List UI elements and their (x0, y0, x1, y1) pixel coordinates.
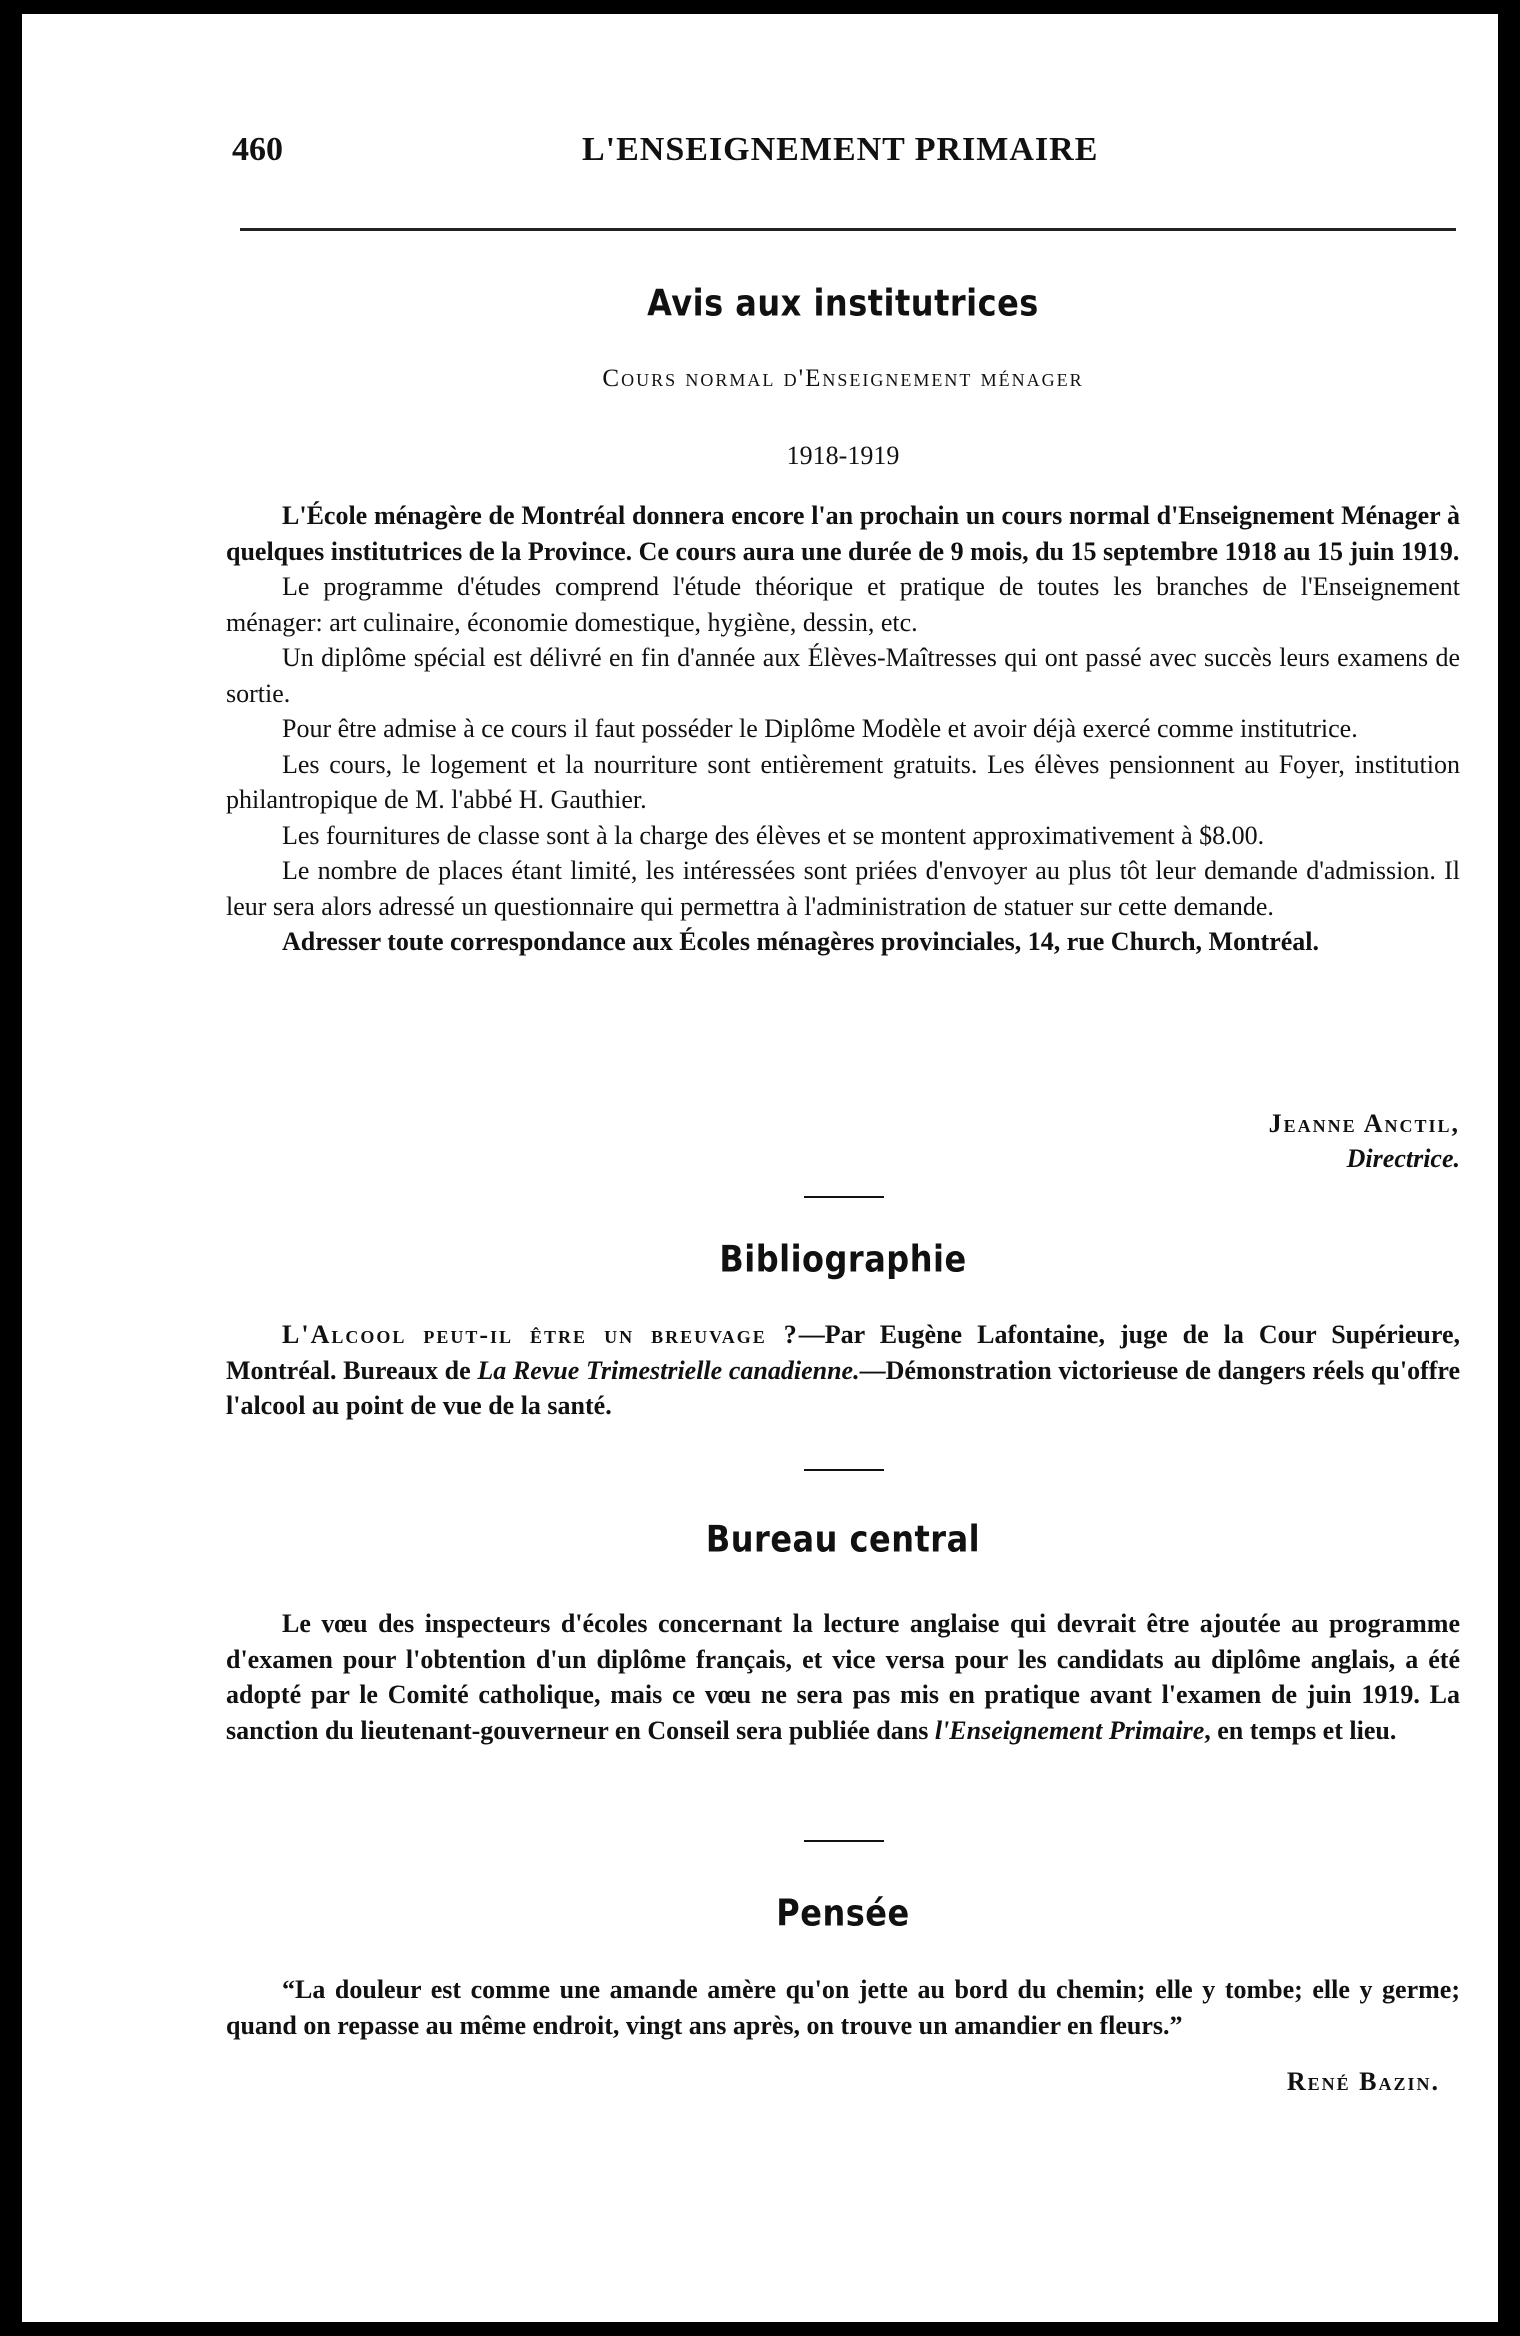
running-title: L'ENSEIGNEMENT PRIMAIRE (582, 131, 1099, 168)
avis-paragraph: Le nombre de places étant limité, les intéressées sont priées d'envoyer au plus tôt leur demande d'admission. Il leur sera alors adressé un questionnaire qui permettra à l'administration de statuer sur cette demande. (226, 856, 1460, 921)
signature-name: Jeanne Anctil, (1268, 1109, 1460, 1138)
avis-paragraph: Les fournitures de classe sont à la charge des élèves et se montent approximativement à $8.00. (282, 820, 1265, 850)
avis-paragraph: Le programme d'études comprend l'étude théorique et pratique de toutes les branches de l'Enseignement ménager: art culinaire, économie domestique, hygiène, dessin, etc. (226, 572, 1460, 637)
bureau-title: Bureau central (705, 1517, 981, 1561)
bibliographie-entry-title: L'Alcool peut-il être un breuvage ? (282, 1320, 799, 1349)
avis-paragraph: Pour être admise à ce cours il faut posséder le Diplôme Modèle et avoir déjà exercé comme institutrice. (282, 714, 1358, 743)
bureau-text: Le vœu des inspecteurs d'écoles concernant la lecture anglaise qui devrait être ajoutée au programme d'examen pour l'obtention d'un diplôme français, et vice versa pour les candidats au diplôme anglais, a été adopté par le Comité catholique, mais ce vœu ne sera pas mis en pratique avant l'examen de juin 1919. La sanction du lieutenant-gouverneur en Conseil sera publiée dans (226, 1609, 1460, 1745)
avis-paragraph: Un diplôme spécial est délivré en fin d'année aux Élèves-Maîtresses qui ont passé avec succès leurs examens de sortie. (226, 643, 1460, 708)
avis-body (226, 498, 1460, 960)
avis-subtitle: Cours normal d'Enseignement ménager (602, 365, 1084, 392)
avis-title: Avis aux institutrices (647, 281, 1039, 325)
bibliographie-title: Bibliographie (719, 1237, 967, 1281)
bibliographie-journal: La Revue Trimestrielle canadienne. (477, 1355, 860, 1385)
header-rule (240, 228, 1456, 231)
pensee-author: René Bazin. (1286, 2067, 1440, 2096)
scanned-page (22, 14, 1498, 2322)
bureau-text-end: , en temps et lieu. (1204, 1715, 1397, 1745)
running-head (226, 132, 1460, 182)
avis-paragraph: Adresser toute correspondance aux Écoles ménagères provinciales, 14, rue Church, Montréal. (282, 927, 1320, 956)
pensee-quote (226, 1972, 1460, 2043)
avis-year: 1918-1919 (786, 441, 900, 470)
pensee-quote-text: “La douleur est comme une amande amère qu'on jette au bord du chemin; elle y tombe; elle y germe; quand on repasse au même endroit, vingt ans après, on trouve un amandier en fleurs.” (226, 1975, 1460, 2040)
section-divider (804, 1469, 884, 1471)
bureau-body (226, 1606, 1460, 1748)
signature-role: Directrice. (1346, 1144, 1460, 1173)
section-divider (804, 1840, 884, 1842)
section-divider (804, 1196, 884, 1198)
bibliographie-entry-text: —Par Eugène Lafontaine, juge de la Cour Supérieure, Montréal. Bureaux de (226, 1320, 1460, 1385)
bureau-journal: l'Enseignement Primaire (934, 1715, 1205, 1745)
avis-paragraph: L'École ménagère de Montréal donnera encore l'an prochain un cours normal d'Enseignement Ménager à quelques institutrices de la Province. Ce cours aura une durée de 9 mois, du 15 septembre 1918 au 15 juin 1919. (226, 501, 1460, 566)
pensee-title: Pensée (776, 1891, 910, 1935)
page-number: 460 (232, 131, 283, 168)
bibliographie-entry (226, 1317, 1460, 1424)
bibliographie-entry-text-2: —Démonstration victorieuse de dangers réels qu'offre l'alcool au point de vue de la santé. (226, 1355, 1460, 1420)
avis-paragraph: Les cours, le logement et la nourriture sont entièrement gratuits. Les élèves pensionnent au Foyer, institution philantropique de M. l'abbé H. Gauthier. (226, 749, 1460, 814)
